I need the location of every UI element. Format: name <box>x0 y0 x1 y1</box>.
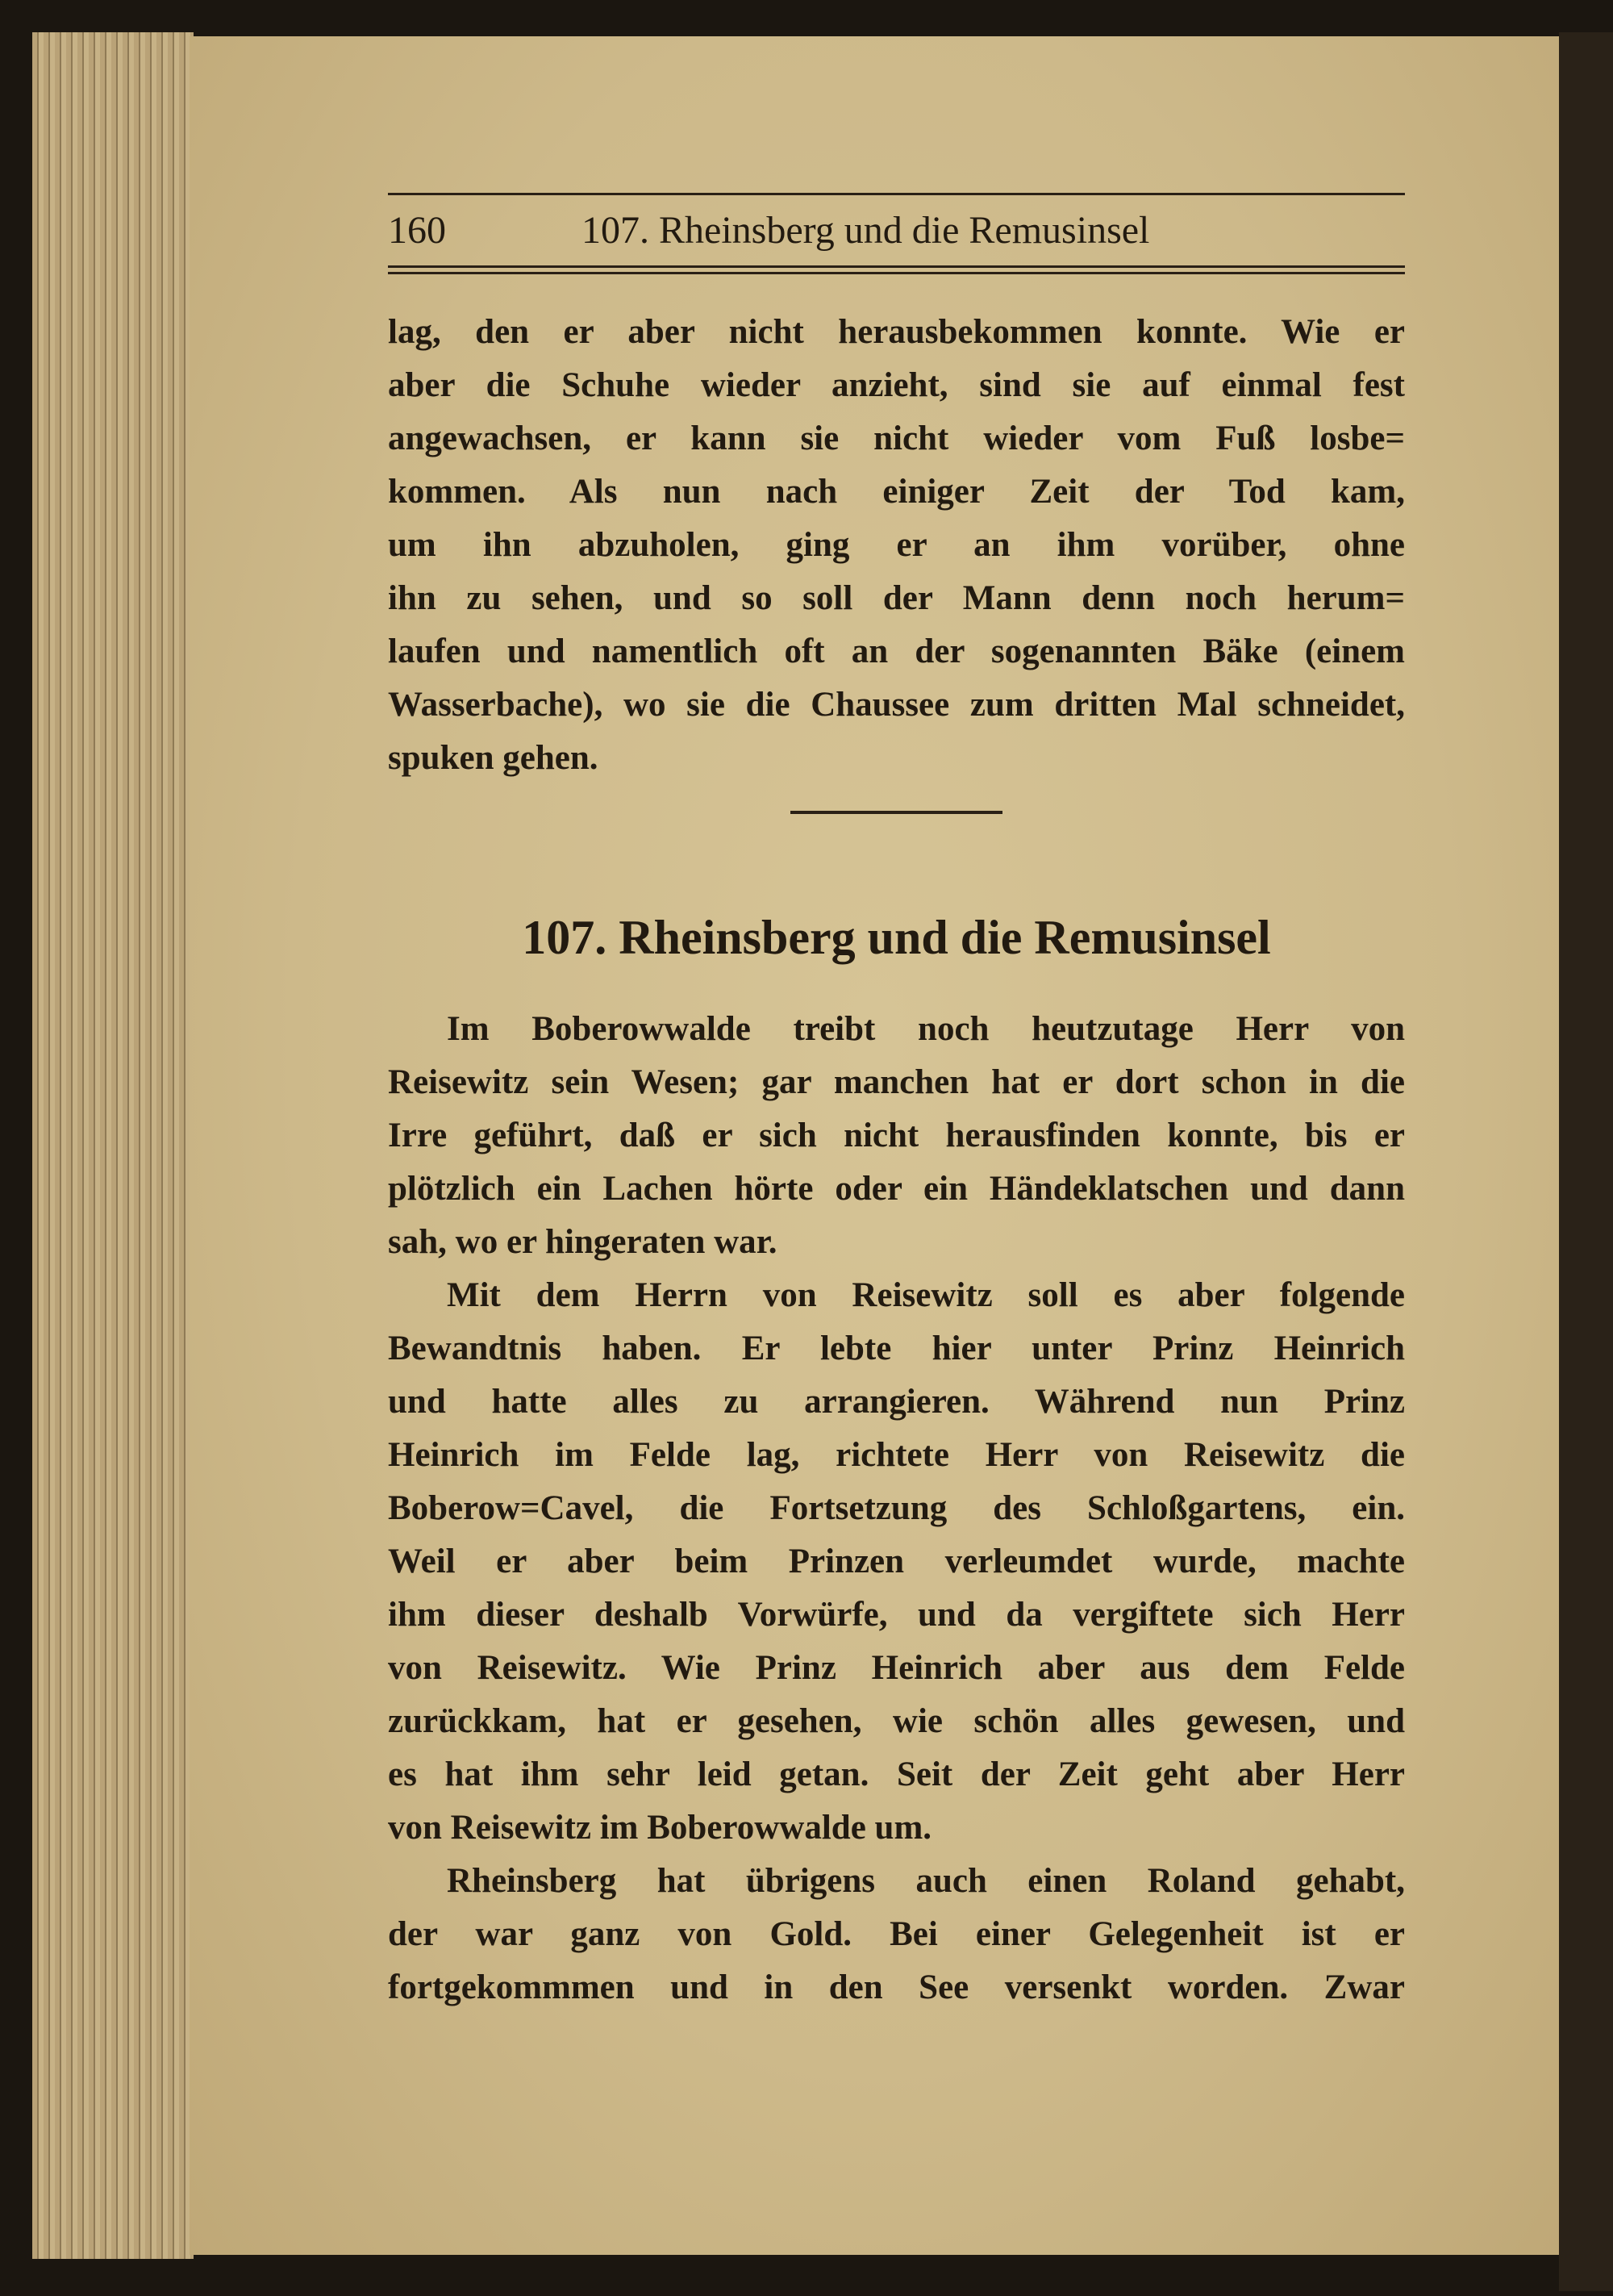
text-line: um ihn abzuholen, ging er an ihm vorüber, ohne <box>388 526 1405 564</box>
page-edges <box>32 32 194 2259</box>
header-double-rule-top <box>388 265 1405 268</box>
section-heading: 107. Rheinsberg und die Remusinsel <box>522 911 1271 964</box>
text-line: von Reisewitz im Boberowwalde um. <box>388 1809 932 1847</box>
text-line: Rheinsberg hat übrigens auch einen Roland gehabt, <box>447 1862 1405 1900</box>
text-line: Mit dem Herrn von Reisewitz soll es aber folgende <box>447 1276 1405 1314</box>
text-line: Heinrich im Felde lag, richtete Herr von Reisewitz die <box>388 1436 1405 1474</box>
text-line: Im Boberowwalde treibt noch heutzutage Herr von <box>447 1010 1405 1048</box>
text-line: laufen und namentlich oft an der sogenannten Bäke (einem <box>388 632 1405 670</box>
text-line: Reisewitz sein Wesen; gar manchen hat er dort schon in die <box>388 1063 1405 1101</box>
section-body <box>388 1003 1405 2014</box>
text-line: spuken gehen. <box>388 739 598 777</box>
text-line: Irre geführt, daß er sich nicht herausfinden konnte, bis er <box>388 1117 1405 1154</box>
text-line: von Reisewitz. Wie Prinz Heinrich aber aus dem Felde <box>388 1649 1405 1687</box>
text-line: plötzlich ein Lachen hörte oder ein Händeklatschen und dann <box>388 1170 1405 1208</box>
text-line: der war ganz von Gold. Bei einer Gelegenheit ist er <box>388 1915 1405 1953</box>
text-line: Boberow=Cavel, die Fortsetzung des Schloßgartens, ein. <box>388 1489 1405 1527</box>
header-top-rule <box>388 193 1405 195</box>
text-line: lag, den er aber nicht herausbekommen konnte. Wie er <box>388 313 1405 351</box>
text-line: fortgekommmen und in den See versenkt worden. Zwar <box>388 1968 1405 2006</box>
text-line: ihn zu sehen, und so soll der Mann denn noch herum= <box>388 579 1405 617</box>
continued-paragraph <box>388 306 1405 785</box>
text-line: Wasserbache), wo sie die Chaussee zum dritten Mal schneidet, <box>388 686 1405 724</box>
running-title: 107. Rheinsberg und die Remusinsel <box>581 208 1150 252</box>
text-line: es hat ihm sehr leid getan. Seit der Zeit geht aber Herr <box>388 1755 1405 1793</box>
section-separator <box>790 811 1002 814</box>
text-line: angewachsen, er kann sie nicht wieder vom Fuß losbe= <box>388 420 1405 457</box>
text-line: kommen. Als nun nach einiger Zeit der Tod kam, <box>388 473 1405 511</box>
text-line: Weil er aber beim Prinzen verleumdet wurde, machte <box>388 1542 1405 1580</box>
facing-page-edge <box>1559 32 1613 2291</box>
text-line: sah, wo er hingeraten war. <box>388 1223 777 1261</box>
header-double-rule-bottom <box>388 272 1405 274</box>
running-header <box>388 203 1405 257</box>
text-line: ihm dieser deshalb Vorwürfe, und da vergiftete sich Herr <box>388 1596 1405 1634</box>
text-line: zurückkam, hat er gesehen, wie schön alles gewesen, und <box>388 1702 1405 1740</box>
text-line: und hatte alles zu arrangieren. Während nun Prinz <box>388 1383 1405 1421</box>
text-line: aber die Schuhe wieder anzieht, sind sie auf einmal fest <box>388 366 1405 404</box>
text-line: Bewandtnis haben. Er lebte hier unter Prinz Heinrich <box>388 1330 1405 1367</box>
page-number: 160 <box>388 208 446 252</box>
